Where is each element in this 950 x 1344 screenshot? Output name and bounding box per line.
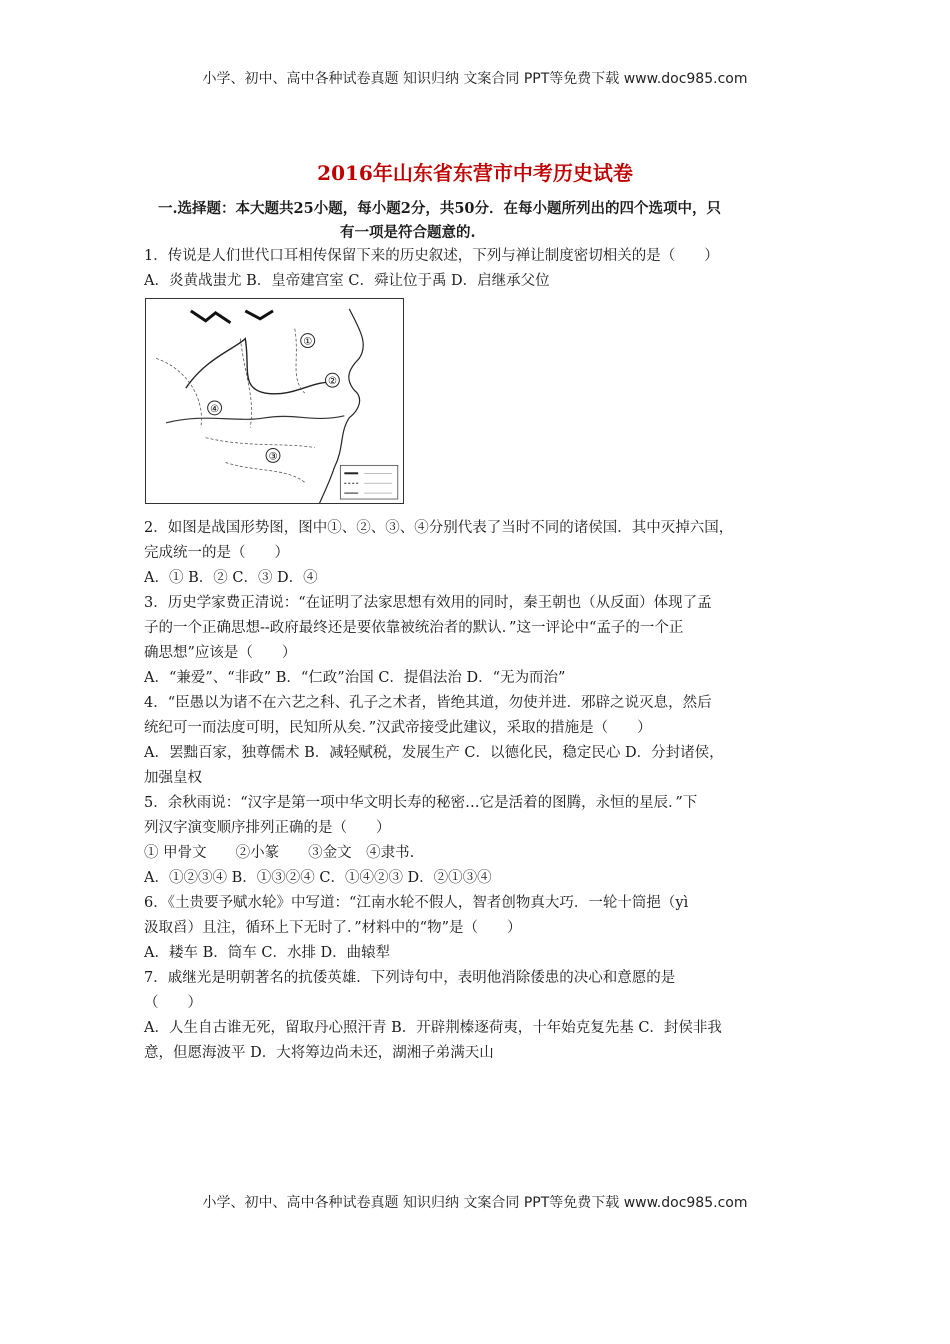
- map-label-2: ②: [327, 376, 337, 388]
- warring-states-map: [145, 298, 404, 504]
- q2-stem-2: 完成统一的是（ ）: [144, 545, 289, 561]
- q4-stem-2: 统纪可一而法度可明，民知所从矣．”汉武帝接受此建议，采取的措施是（ ）: [144, 720, 652, 736]
- q5-options: A．①②③④ B．①③②④ C．①④②③ D．②①③④: [144, 870, 492, 886]
- page-header: 小学、初中、高中各种试卷真题 知识归纳 文案合同 PPT等免费下载 www.doc985.com: [202, 71, 748, 87]
- q1-stem: 1．传说是人们世代口耳相传保留下来的历史叙述，下列与禅让制度密切相关的是（ ）: [144, 248, 719, 264]
- q5-items: ① 甲骨文 ②小篆 ③金文 ④隶书.: [144, 845, 415, 861]
- map-label-1: ①: [303, 336, 313, 348]
- page-footer: 小学、初中、高中各种试卷真题 知识归纳 文案合同 PPT等免费下载 www.doc985.com: [202, 1195, 748, 1211]
- q7-stem-2: （ ）: [144, 995, 202, 1011]
- q5-stem-2: 列汉字演变顺序排列正确的是（ ）: [144, 820, 391, 836]
- q2-stem-1: 2．如图是战国形势图，图中①、②、③、④分别代表了当时不同的诸侯国．其中灭掉六国，: [144, 520, 734, 536]
- map-border-1: [156, 329, 305, 428]
- map-yellow-river: [186, 336, 335, 394]
- q4-stem-1: 4．“臣愚以为诸不在六艺之科、孔子之术者，皆绝其道，勿使并进．邪辟之说灭息，然后: [144, 695, 712, 711]
- map-great-wall: [191, 311, 273, 323]
- question-2: [144, 516, 814, 1066]
- q7-options-2: 意，但愿海波平 D．大将筹边尚未还，湖湘子弟满天山: [144, 1045, 494, 1061]
- q3-options: A．“兼爱”、“非政” B．“仁政”治国 C．提倡法治 D．“无为而治”: [144, 670, 566, 686]
- q4-options-1: A．罢黜百家，独尊儒术 B．减轻赋税，发展生产 C．以德化民，稳定民心 D．分封诸侯，: [144, 745, 724, 761]
- section-heading: [158, 197, 808, 245]
- q6-options: A．耧车 B．筒车 C．水排 D．曲辕犁: [144, 945, 391, 961]
- map-label-3: ③: [268, 451, 278, 463]
- section-heading-line2: 有一项是符合题意的.: [340, 224, 476, 241]
- q3-stem-1: 3．历史学家费正清说：“在证明了法家思想有效用的同时，秦王朝也（从反面）体现了孟: [144, 595, 712, 611]
- map-legend: [340, 465, 397, 499]
- q3-stem-2: 子的一个正确思想--政府最终还是要依靠被统治者的默认．”这一评论中“孟子的一个正: [144, 620, 684, 636]
- question-1: [144, 244, 814, 294]
- q7-stem-1: 7．戚继光是明朝著名的抗倭英雄．下列诗句中，表明他消除倭患的决心和意愿的是: [144, 970, 676, 986]
- map-label-4: ④: [210, 403, 220, 415]
- q3-stem-3: 确思想”应该是（ ）: [144, 645, 297, 661]
- map-drawing: [146, 299, 403, 503]
- page-title: 2016年山东省东营市中考历史试卷: [317, 161, 633, 185]
- q7-options-1: A．人生自古谁无死，留取丹心照汗青 B．开辟荆榛逐荷夷，十年始克复先基 C．封侯非我: [144, 1020, 722, 1036]
- q6-stem-2: 汲取舀）且注，循环上下无时了．”材料中的“物”是（ ）: [144, 920, 522, 936]
- q5-stem-1: 5．余秋雨说：“汉字是第一项中华文明长寿的秘密…它是活着的图腾，永恒的星辰．”下: [144, 795, 698, 811]
- map-border-2: [206, 438, 315, 483]
- q6-stem-1: 6．《土贵要予赋水轮》中写道：“江南水轮不假人，智者创物真大巧．一轮十筒挹（yì: [144, 895, 689, 911]
- q4-options-2: 加强皇权: [144, 770, 202, 786]
- q2-options: A．① B．② C．③ D．④: [144, 570, 318, 586]
- section-heading-line1: 一.选择题：本大题共25小题，每小题2分，共50分．在每小题所列出的四个选项中，只: [158, 200, 721, 217]
- q1-options: A．炎黄战蚩尤 B．皇帝建宫室 C．舜让位于禹 D．启继承父位: [144, 273, 550, 289]
- map-yangtze-river: [166, 416, 344, 423]
